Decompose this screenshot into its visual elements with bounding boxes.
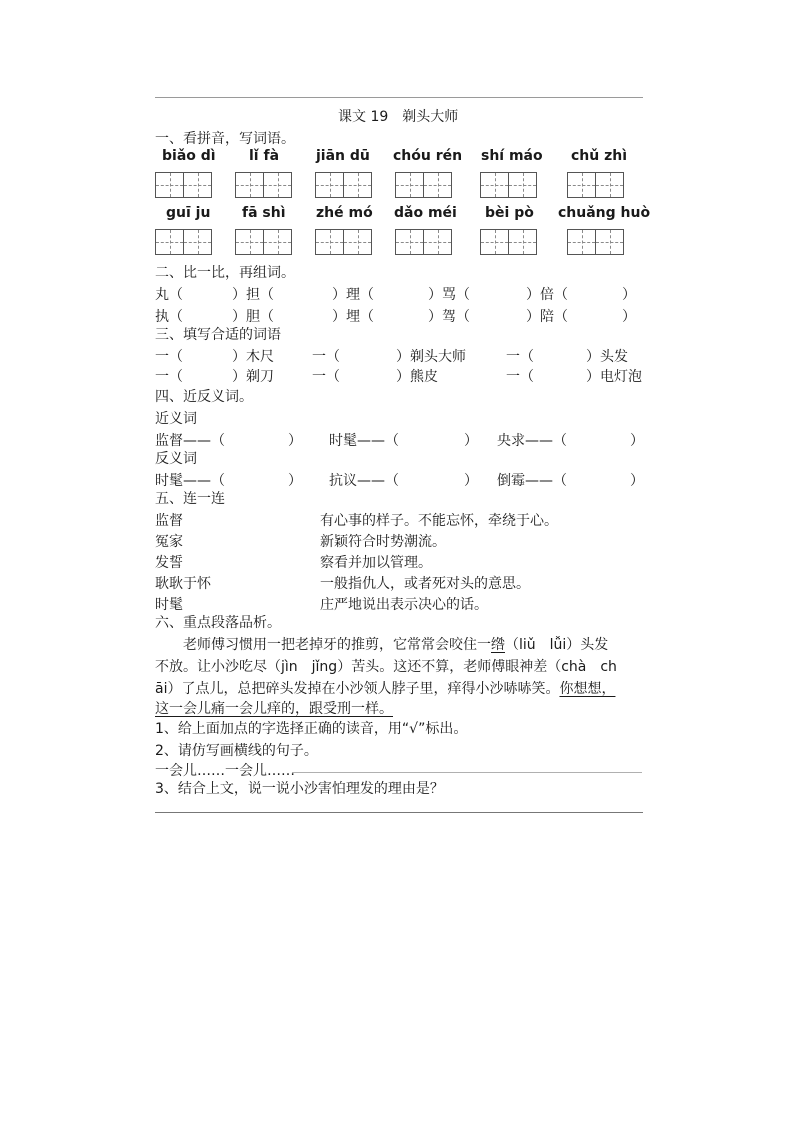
- passage-line: 不放。让小沙吃尽（jìn jǐng）苦头。这还不算，老师傅眼神差（chà ch: [155, 659, 617, 675]
- writing-grid[interactable]: [480, 172, 537, 198]
- writing-grid[interactable]: [235, 229, 292, 255]
- passage-text: （liǔ lǚi）头发: [505, 637, 609, 653]
- passage-text: 老师傅习惯用一把老掉牙的推剪，它常常会咬住一: [183, 637, 491, 653]
- writing-grid[interactable]: [155, 172, 212, 198]
- compare-item: ）驾（: [428, 309, 470, 325]
- pinyin-label: bèi pò: [485, 205, 534, 221]
- fill-item: 一（: [155, 369, 183, 385]
- pinyin-label: dǎo méi: [394, 205, 457, 221]
- question-3: 3、结合上文，说一说小沙害怕理发的理由是？: [155, 781, 444, 797]
- match-term[interactable]: 冤家: [155, 534, 183, 550]
- antonym-item: 抗议——（: [329, 473, 399, 489]
- pinyin-label: shí máo: [481, 148, 543, 164]
- antonym-item: ）: [630, 473, 644, 489]
- pinyin-label: lǐ fà: [249, 148, 280, 164]
- top-rule: [155, 97, 643, 98]
- writing-grid[interactable]: [315, 172, 372, 198]
- synonym-item: ）: [630, 433, 644, 449]
- passage-line: [155, 678, 615, 698]
- match-term[interactable]: 监督: [155, 513, 183, 529]
- pinyin-label: biǎo dì: [162, 148, 216, 164]
- compare-item: ）: [622, 287, 636, 303]
- writing-grid[interactable]: [315, 229, 372, 255]
- fill-item: 一（: [312, 349, 340, 365]
- match-term[interactable]: 耿耿于怀: [155, 576, 211, 592]
- pinyin-label: fā shì: [242, 205, 286, 221]
- compare-item: 执（: [155, 309, 183, 325]
- section-3-heading: 三、填写合适的词语: [155, 327, 281, 343]
- synonym-item: ）: [288, 433, 302, 449]
- match-term[interactable]: 时髦: [155, 597, 183, 613]
- question-2: 2、请仿写画横线的句子。: [155, 743, 318, 759]
- fill-item: ）熊皮: [396, 369, 438, 385]
- writing-grid[interactable]: [567, 229, 624, 255]
- antonym-item: ）: [464, 473, 478, 489]
- match-term[interactable]: 发誓: [155, 555, 183, 571]
- section-2-heading: 二、比一比，再组词。: [155, 265, 295, 281]
- fill-item: ）头发: [586, 349, 628, 365]
- match-definition[interactable]: 察看并加以管理。: [320, 555, 432, 571]
- compare-item: ）骂（: [428, 287, 470, 303]
- compare-item: ）胆（: [232, 309, 274, 325]
- compare-item: ）担（: [232, 287, 274, 303]
- fill-item: 一（: [312, 369, 340, 385]
- question-2-prompt: 一会儿……一会儿……: [155, 763, 295, 779]
- pinyin-label: chǔ zhì: [571, 148, 628, 164]
- pinyin-label: jiān dū: [316, 148, 370, 164]
- passage-text: āi）了点儿，总把碎头发掉在小沙领人脖子里，痒得小沙哧哧笑。: [155, 681, 560, 697]
- pinyin-label: zhé mó: [316, 205, 373, 221]
- page-title: 课文 19 剃头大师: [338, 109, 459, 125]
- writing-grid[interactable]: [155, 229, 212, 255]
- section-1-heading: 一、看拼音，写词语。: [155, 131, 295, 147]
- pinyin-label: chóu rén: [393, 148, 463, 164]
- section-5-heading: 五、连一连: [155, 491, 225, 507]
- dotted-character: 绺: [491, 637, 505, 653]
- antonym-item: 时髦——（: [155, 473, 225, 489]
- fill-item: ）电灯泡: [586, 369, 642, 385]
- fill-item: ）木尺: [232, 349, 274, 365]
- antonym-item: ）: [288, 473, 302, 489]
- synonym-item: 监督——（: [155, 433, 225, 449]
- fill-item: 一（: [506, 349, 534, 365]
- compare-item: ）理（: [332, 287, 374, 303]
- writing-grid[interactable]: [395, 172, 452, 198]
- question-1: 1、给上面加点的字选择正确的读音，用“√”标出。: [155, 721, 468, 737]
- antonym-item: 倒霉——（: [497, 473, 567, 489]
- compare-item: ）埋（: [332, 309, 374, 325]
- underlined-sentence: 这一会儿痛一会儿痒的，跟受刑一样。: [155, 701, 393, 717]
- compare-item: 丸（: [155, 287, 183, 303]
- fill-item: 一（: [155, 349, 183, 365]
- match-definition[interactable]: 庄严地说出表示决心的话。: [320, 597, 488, 613]
- compare-item: ）陪（: [526, 309, 568, 325]
- fill-item: ）剃刀: [232, 369, 274, 385]
- writing-grid[interactable]: [480, 229, 537, 255]
- match-definition[interactable]: 一般指仇人，或者死对头的意思。: [320, 576, 530, 592]
- fill-item: 一（: [506, 369, 534, 385]
- synonym-item: 央求——（: [497, 433, 567, 449]
- section-4-heading: 四、近反义词。: [155, 389, 253, 405]
- underlined-sentence: 你想想，: [559, 681, 616, 697]
- answer-line[interactable]: [155, 812, 643, 813]
- pinyin-label: chuǎng huò: [558, 205, 651, 221]
- section-6-heading: 六、重点段落品析。: [155, 615, 281, 631]
- synonym-label: 近义词: [155, 411, 197, 427]
- match-definition[interactable]: 新颖符合时势潮流。: [320, 534, 446, 550]
- passage-line: [183, 634, 608, 654]
- antonym-label: 反义词: [155, 451, 197, 467]
- writing-grid[interactable]: [235, 172, 292, 198]
- writing-grid[interactable]: [395, 229, 452, 255]
- match-definition[interactable]: 有心事的样子。不能忘怀，牵绕于心。: [320, 513, 558, 529]
- synonym-item: 时髦——（: [329, 433, 399, 449]
- compare-item: ）倍（: [526, 287, 568, 303]
- compare-item: ）: [622, 309, 636, 325]
- answer-line[interactable]: [292, 772, 642, 773]
- synonym-item: ）: [464, 433, 478, 449]
- pinyin-label: guī ju: [166, 205, 211, 221]
- fill-item: ）剃头大师: [396, 349, 466, 365]
- writing-grid[interactable]: [567, 172, 624, 198]
